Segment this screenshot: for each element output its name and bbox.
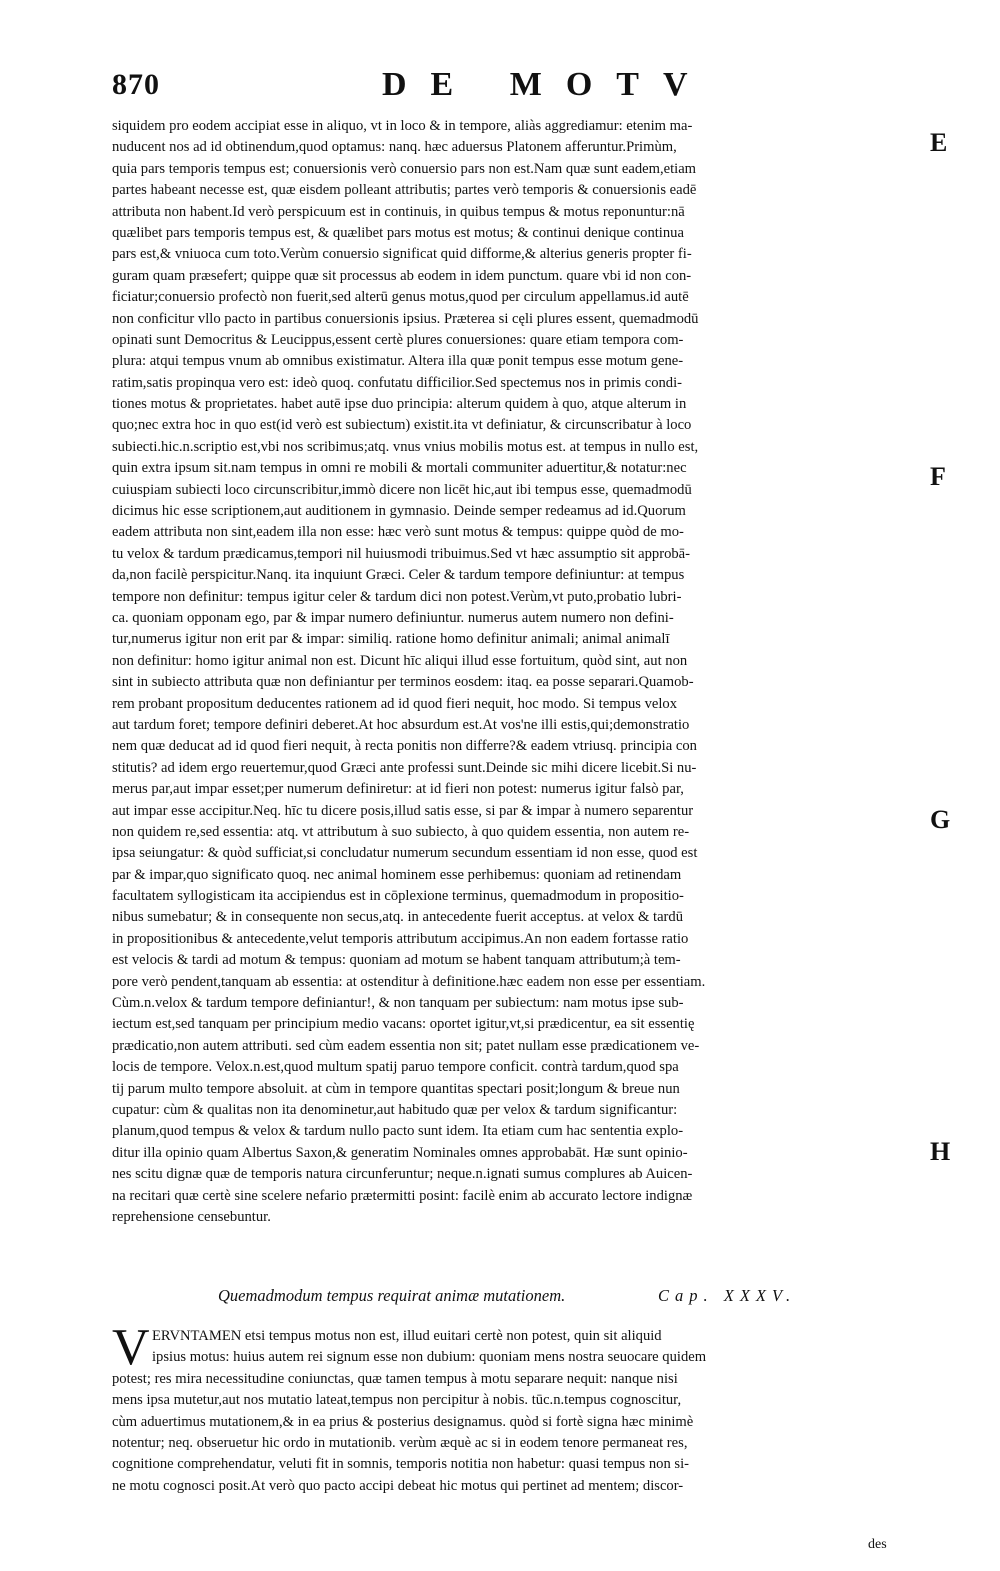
text-line: rem probant propositum deducentes rationem ad id quod fieri nequit, hoc modo. Si tempus velox [112, 695, 677, 712]
text-line: ficiatur;conuersio profectò non fuerit,sed alterū genus motus,quod per circulum appellamus.id autē [112, 289, 689, 306]
page-number: 870 [112, 68, 160, 101]
body-text [112, 116, 922, 1228]
text-line: tempore non definitur: tempus igitur celer & tardum dici non potest.Verùm,vt puto,probatio lubri- [112, 588, 682, 605]
text-line: attributa non habent.Id verò perspicuum est in continuis, in quibus tempus & motus reponuntur:nā [112, 203, 685, 220]
text-line: non conficitur vllo pacto in partibus conuersionis ipsius. Præterea si cęli plures essent, quemadmodū [112, 310, 699, 327]
text-line: merus par,aut impar esset;per numerum definiretur: at id fieri non potest: numerus igitur falsò par, [112, 781, 684, 798]
text-line: non definitur: homo igitur animal non est. Dicunt hīc aliqui illud esse fortuitum, quòd sint, aut non [112, 652, 688, 669]
text-line: tij parum multo tempore absoluit. at cùm in tempore quantitas spectari posit;longum & breue nun [112, 1080, 680, 1097]
text-line: quin extra ipsum sit.nam tempus in omni re mobili & mortali communiter aduertitur,& notatur:nec [112, 460, 687, 477]
text-line: reprehensione censebuntur. [112, 1208, 271, 1225]
text-line: stitutis? ad idem ergo reuertemur,quod Græci ante professi sunt.Deinde sic mihi dicere licebit.Si nu- [112, 759, 697, 776]
text-line: plura: atqui tempus vnum ab omnibus existimatur. Altera illa quæ ponit tempus esse motum gene- [112, 353, 684, 370]
text-line: quælibet pars temporis tempus est, & quælibet pars motus est motus; & continui denique continua [112, 224, 684, 241]
chapter-line: ne motu cognosci posit.At verò quo pacto accipi debeat hic motus qui pertinet ad mentem; discor- [112, 1477, 684, 1494]
chapter-number: Cap. XXXV. [658, 1286, 797, 1305]
text-line: pars est,& vniuoca cum toto.Verùm conuersio significat quid difforme,& alterius generis propter fi- [112, 246, 692, 263]
text-line: siquidem pro eodem accipiat esse in aliquo, vt in loco & in tempore, aliàs aggrediamur: etenim ma- [112, 118, 693, 134]
chapter-line: ERVNTAMEN etsi tempus motus non est, illud euitari certè non potest, quin sit aliquid [152, 1328, 662, 1344]
text-line: prædicatio,non autem attributi. sed cùm eadem essentia non sit; patet nullam esse prædicationem ve- [112, 1037, 700, 1054]
chapter-line: ipsius motus: huius autem rei signum esse non dubium: quoniam mens nostra seuocare quidem [152, 1349, 707, 1366]
chapter-line: mens ipsa mutetur,aut nos mutatio lateat,tempus non percipitur à nobis. tūc.n.tempus cognoscitur, [112, 1392, 682, 1409]
text-line: ipsa seiungatur: & quòd sufficiat,si concludatur numerum secundum essentiam id non esse, quod est [112, 845, 698, 862]
text-line: ca. quoniam opponam ego, par & impar numero definiuntur. numerus autem numero non defini- [112, 609, 674, 626]
text-line: pore verò pendent,tanquam ab essentia: at ostenditur à definitione.hæc eadem non esse per essentiam. [112, 973, 706, 990]
text-line: non quidem re,sed essentia: atq. vt attributum à suo subiecto, à quo quidem essentia, non autem re- [112, 823, 690, 840]
chapter-line: cùm aduertimus mutationem,& in ea prius & posterius designamus. quòd si fortè signa hæc minimè [112, 1413, 694, 1430]
margin-letter-e: E [930, 128, 948, 157]
text-line: nes scitu dignæ quæ de temporis natura circunferuntur; neque.n.ignati sumus complures ab Auicen- [112, 1166, 693, 1183]
text-line: tiones motus & proprietates. habet autē ipse duo principia: alterum quidem à quo, atque alterum in [112, 396, 687, 413]
text-line: ratim,satis propinqua vero est: ideò quoq. confutatu difficilior.Sed spectemus nos in primis condi- [112, 374, 683, 391]
text-line: opinati sunt Democritus & Leucippus,essent certè plures conuersiones: quare etiam tempora com- [112, 331, 684, 348]
text-line: nem quæ deducat ad id quod fieri nequit, à recta ponitis non differre?& eadem vtriusq. principia con [112, 738, 697, 755]
chapter-line: potest; res mira necessitudine coniunctas, quæ tamen tempus à motu separare nequit: nanque nisi [112, 1370, 678, 1387]
text-line: tu velox & tardum prædicamus,tempori nil huiusmodi tribuimus.Sed vt hæc assumptio sit approbā- [112, 545, 691, 562]
text-line: quo;nec extra hoc in quo est(id verò est subiectum) existit.ita vt definiatur, & circunscribatur à loco [112, 417, 692, 434]
text-line: sint in subiecto attributa quæ non definiantur per terminos eosdem: itaq. ea posse separari.Quamob- [112, 674, 694, 691]
text-line: in propositionibus & antecedente,velut temporis attributum accipimus.An non eadem fortasse ratio [112, 930, 689, 947]
text-line: da,non facilè perspicitur.Nanq. ita inquiunt Græci. Celer & tardum tempore definiuntur: at tempus [112, 567, 685, 584]
text-line: par & impar,quo significato quoq. nec animal hominem esse perhibemus: quoniam ad retinendam [112, 866, 682, 883]
chapter-title: Quemadmodum tempus requirat animæ mutationem. [218, 1286, 566, 1305]
text-line: na recitari quæ certè sine scelere nefario prætermitti posint: facilè enim ab accurato lectore indignæ [112, 1187, 693, 1204]
chapter-heading [218, 1286, 918, 1306]
drop-cap: V [112, 1319, 150, 1376]
text-line: locis de tempore. Velox.n.est,quod multum spatij paruo tempore conficit. contrà tardum,quod spa [112, 1059, 679, 1076]
catchword: des [868, 1537, 887, 1552]
text-line: facultatem syllogisticam ita accipiendus est in cōplexione terminus, quemadmodum in propositio- [112, 888, 684, 905]
text-line: eadem attributa non sint,eadem illa non esse: hæc verò sunt motus & tempus: quippe quòd de mo- [112, 524, 684, 541]
margin-letter-h: H [930, 1137, 951, 1166]
text-line: tur,numerus igitur non erit par & impar: similiq. ratione homo definitur animali; animal animalī [112, 631, 670, 648]
text-line: nuducent nos ad id obtinendum,quod optamus: nanq. hæc aduersus Platonem afferuntur.Primùm, [112, 139, 677, 156]
text-line: quia pars temporis tempus est; conuersionis verò conuersio pars non est.Nam quæ sunt eadem,etiam [112, 160, 697, 177]
text-line: cupatur: cùm & qualitas non ita denominetur,aut habitudo quæ per velox & tardum significantur: [112, 1101, 678, 1118]
text-line: planum,quod tempus & velox & tardum nullo pacto sunt idem. Ita etiam cum hac sententia explo- [112, 1123, 684, 1140]
text-line: aut impar esse accipitur.Neq. hīc tu dicere posis,illud satis esse, si par & impar à numero separentur [112, 802, 694, 819]
text-line: cuiuspiam subiecti loco circunscribitur,immò dicere non licēt hic,aut ibi tempus esse, quemadmodū [112, 481, 692, 498]
margin-letter-f: F [930, 462, 946, 491]
running-title: DE MOTV [382, 66, 712, 103]
text-line: nibus sumebatur; & in consequente non secus,atq. in antecedente fuerit acceptus. at velox & tardū [112, 909, 684, 926]
text-line: iectum est,sed tanquam per principium medio vacans: oportet igitur,vt,si prædicentur, ea sit essentię [112, 1016, 695, 1033]
page-header [112, 68, 922, 108]
chapter-line: cognitione comprehendatur, veluti fit in somnis, temporis notitia non habetur: quasi tempus non si- [112, 1456, 689, 1473]
margin-letter-g: G [930, 805, 951, 834]
text-line: aut tardum foret; tempore definiri deberet.At hoc absurdum est.At vos'ne illi estis,qui;demonstratio [112, 716, 690, 733]
text-line: guram quam præsefert; quippe quæ sit processus ab eodem in idem punctum. quare vbi id non con- [112, 267, 692, 284]
text-line: partes habeant necesse est, quæ eisdem polleant attributis; partes verò temporis & conuersionis eadē [112, 182, 697, 199]
chapter-line: notentur; neq. obseruetur hic ordo in mutationib. verùm æquè ac si in eodem tenore permaneat res, [112, 1434, 688, 1451]
chapter-text [112, 1319, 922, 1497]
text-line: subiecti.hic.n.scriptio est,vbi nos scribimus;atq. vnus vnius mobilis motus est. at tempus in nullo est, [112, 438, 699, 455]
text-line: est velocis & tardi ad motum & tempus: quoniam ad motum se habent tanquam attributum;à tem- [112, 952, 681, 969]
text-line: dicimus hic esse scriptionem,aut auditionem in gymnasio. Deinde semper redeamus ad id.Quorum [112, 503, 686, 520]
text-line: Cùm.n.velox & tardum tempore definiantur!, & non tanquam per subiectum: nam motus ipse sub- [112, 995, 684, 1012]
text-line: ditur illa opinio quam Albertus Saxon,& generatim Nominales omnes approbabāt. Hæ sunt opinio- [112, 1144, 688, 1161]
